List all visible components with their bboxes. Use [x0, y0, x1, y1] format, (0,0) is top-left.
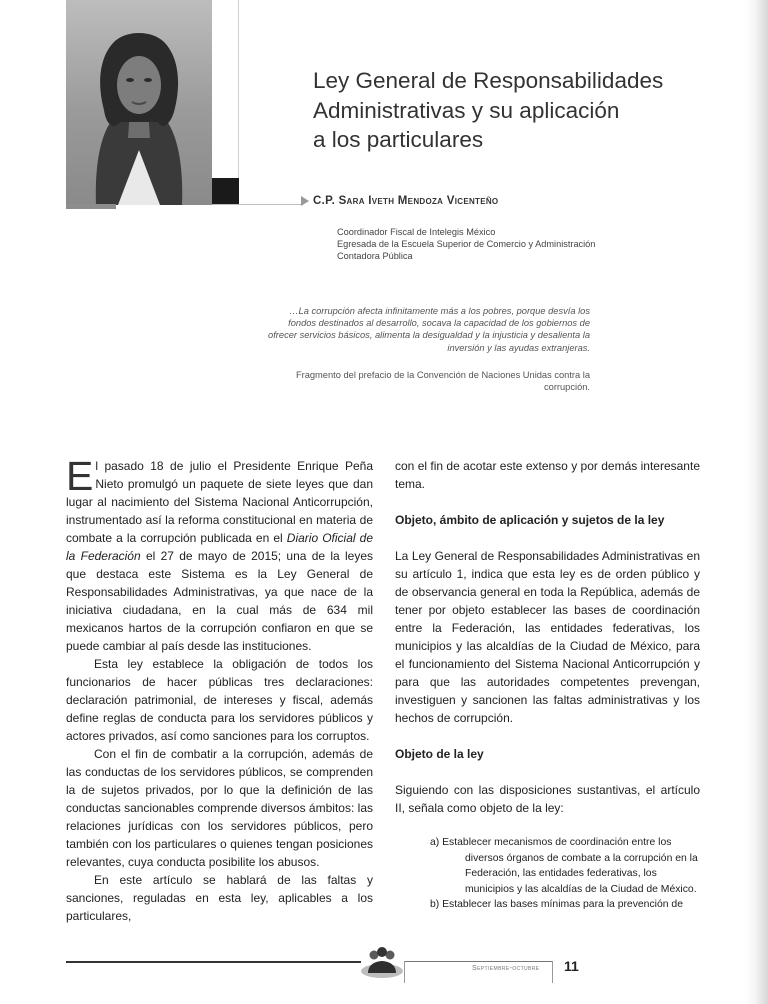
author-credentials	[337, 226, 595, 263]
paragraph: Siguiendo con las disposiciones sustantivas, el artículo II, señala como objeto de la ley:	[395, 783, 700, 815]
publication-name: Diario Oficial de la Federación	[66, 531, 373, 563]
paragraph: En este artículo se hablará de las faltas y sanciones, reguladas en esta ley, aplicables a los particulares,	[66, 873, 373, 923]
credential-line: Egresada de la Escuela Superior de Comercio y Administración	[337, 239, 596, 250]
publisher-logo-icon	[359, 946, 405, 982]
frame-vertical-rule	[238, 0, 239, 178]
author-name: C.P. Sara Iveth Mendoza Vicenteño	[313, 195, 499, 207]
title-line-3: a los particulares	[313, 127, 484, 152]
paragraph: con el fin de acotar este extenso y por demás interesante tema.	[395, 459, 700, 491]
epigraph-source: Fragmento del prefacio de la Convención de Naciones Unidas contra la corrupción.	[295, 370, 590, 393]
page-number: 11	[564, 958, 579, 974]
author-row	[301, 194, 498, 208]
triangle-bullet-icon	[301, 196, 309, 206]
list-item: a) Establecer mecanismos de coordinación entre los diversos órganos de combate a la corrupción en la Federación, las entidades federativas, los municipios y las alcaldías de la Ciudad de México.	[430, 837, 698, 895]
frame-horizontal-rule	[212, 204, 302, 205]
paragraph: El pasado 18 de julio el Presidente Enrique Peña Nieto promulgó un paquete de siete leyes que dan lugar al nacimiento del Sistema Nacional Anticorrupción, instrumentado así la reforma constitucional en materia de combate a la corrupción publicada en el Diario Oficial de la Federación el 27 de mayo de 2015; una de la leyes que destaca este Sistema es la Ley General de Responsabilidades Administrativas, ya que nace de la iniciativa ciudadana, en la cual más de 634 mil mexicanos hartos de la corrupción confiaron en que se puede cambiar al país desde las instituciones.	[66, 453, 373, 653]
body-column-left	[66, 453, 373, 925]
drop-cap: E	[66, 453, 94, 499]
frame-corner-block	[212, 178, 239, 205]
footer-rule	[66, 961, 361, 963]
body-column-right	[395, 457, 700, 913]
list-item: b) Establecer las bases mínimas para la prevención de	[430, 899, 683, 910]
author-portrait-image	[66, 0, 212, 205]
epigraph-quote: …La corrupción afecta infinitamente más a los pobres, porque desvía los fondos destinados al desarrollo, socava la capacidad de los gobiernos de ofrecer servicios básicos, alimenta la desigualdad y la injusticia y desalienta la inversión y las ayudas extranjeras.	[268, 306, 590, 353]
section-heading: Objeto, ámbito de aplicación y sujetos de la ley	[395, 513, 665, 527]
article-title	[313, 66, 713, 155]
paragraph: Esta ley establece la obligación de todos los funcionarios de hacer públicas tres declaraciones: declaración patrimonial, de intereses y fiscal, además define reglas de conducta para los servidores públicos y actores privados, así como sanciones para los corruptos.	[66, 657, 373, 743]
paragraph: Con el fin de combatir a la corrupción, además de las conductas de los servidores públicos, se comprenden la de sujetos privados, por lo que la definición de las conductas sancionables comprende diversos ámbitos: las relaciones jurídicas con los servidores públicos, pero también con los particulares o quienes tengan posiciones relevantes, cuya conducta posibilite los abusos.	[66, 747, 373, 869]
paragraph: La Ley General de Responsabilidades Administrativas en su artículo 1, indica que esta ley es de orden público y de observancia general en toda la República, además de tener por objeto establecer las bases de coordinación entre la Federación, las entidades federativas, los municipios y las alcaldías de la Ciudad de México, para el funcionamiento del Sistema Nacional Anticorrupción y para que las autoridades competentes prevengan, investiguen y sancionen las faltas administrativas y los hechos de corrupción.	[395, 549, 700, 725]
page-edge-shade	[746, 0, 768, 1004]
photo-bottom-bar	[66, 204, 116, 209]
title-line-2: Administrativas y su aplicación	[313, 97, 620, 123]
section-heading: Objeto de la ley	[395, 747, 484, 761]
footer-rule-right	[404, 961, 552, 962]
author-photo	[66, 0, 212, 205]
credential-line: Coordinador Fiscal de Intelegis México	[337, 227, 496, 237]
credential-line: Contadora Pública	[337, 251, 413, 262]
issue-month: Septiembre-octubre	[472, 965, 540, 972]
footer-divider	[552, 961, 553, 983]
title-line-1: Ley General de Responsabilidades	[313, 68, 664, 93]
